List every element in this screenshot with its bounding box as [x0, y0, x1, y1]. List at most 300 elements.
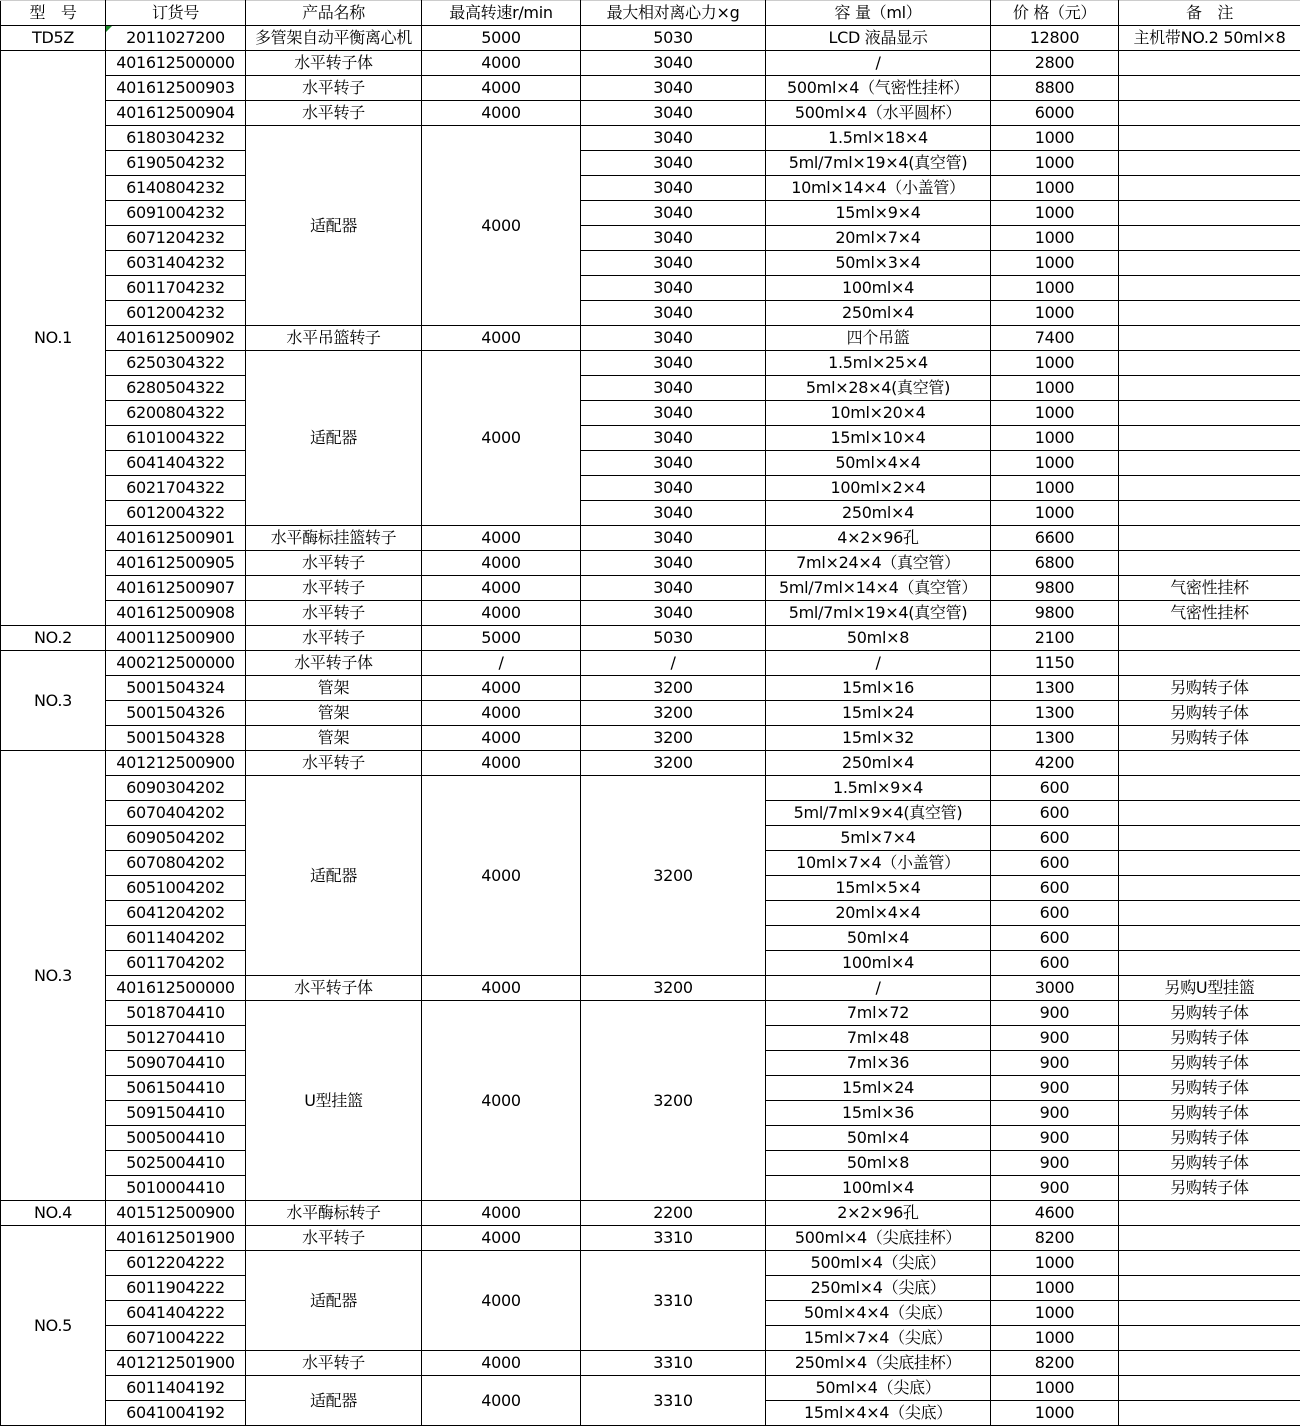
cell-max-speed[interactable] [422, 551, 581, 576]
cell-remarks[interactable] [1119, 51, 1300, 76]
cell-order-number[interactable] [106, 1351, 246, 1376]
cell-product-name[interactable] [246, 326, 422, 351]
cell-capacity[interactable] [766, 876, 991, 901]
cell-max-rcf[interactable] [581, 301, 766, 326]
cell-product-name[interactable] [246, 776, 422, 976]
cell-price[interactable] [991, 801, 1119, 826]
cell-price[interactable] [991, 251, 1119, 276]
cell-remarks[interactable] [1119, 1076, 1300, 1101]
cell-order-number[interactable] [106, 676, 246, 701]
cell-capacity[interactable] [766, 1026, 991, 1051]
cell-product-name[interactable] [246, 651, 422, 676]
cell-price[interactable] [991, 426, 1119, 451]
cell-max-speed[interactable] [422, 1201, 581, 1226]
cell-capacity[interactable] [766, 951, 991, 976]
cell-price[interactable] [991, 101, 1119, 126]
cell-max-rcf[interactable] [581, 1001, 766, 1201]
cell-max-speed[interactable] [422, 576, 581, 601]
cell-max-rcf[interactable] [581, 551, 766, 576]
cell-remarks[interactable] [1119, 701, 1300, 726]
cell-remarks[interactable] [1119, 526, 1300, 551]
cell-max-rcf[interactable] [581, 651, 766, 676]
cell-price[interactable] [991, 1201, 1119, 1226]
cell-capacity[interactable] [766, 701, 991, 726]
cell-capacity[interactable] [766, 1201, 991, 1226]
cell-remarks[interactable] [1119, 776, 1300, 801]
cell-remarks[interactable] [1119, 1176, 1300, 1201]
cell-product-name[interactable] [246, 51, 422, 76]
cell-capacity[interactable] [766, 651, 991, 676]
cell-max-speed[interactable] [422, 101, 581, 126]
cell-order-number[interactable] [106, 976, 246, 1001]
cell-order-number[interactable] [106, 26, 246, 51]
cell-remarks[interactable] [1119, 726, 1300, 751]
cell-max-speed[interactable] [422, 776, 581, 976]
cell-price[interactable] [991, 476, 1119, 501]
cell-order-number[interactable] [106, 226, 246, 251]
cell-price[interactable] [991, 951, 1119, 976]
cell-remarks[interactable] [1119, 1151, 1300, 1176]
cell-remarks[interactable] [1119, 251, 1300, 276]
cell-max-speed[interactable] [422, 1226, 581, 1251]
cell-price[interactable] [991, 1351, 1119, 1376]
cell-price[interactable] [991, 601, 1119, 626]
cell-remarks[interactable] [1119, 951, 1300, 976]
cell-product-name[interactable] [246, 1251, 422, 1351]
cell-max-speed[interactable] [422, 526, 581, 551]
cell-remarks[interactable] [1119, 1026, 1300, 1051]
cell-price[interactable] [991, 276, 1119, 301]
cell-max-speed[interactable] [422, 1376, 581, 1426]
cell-product-name[interactable] [246, 1201, 422, 1226]
cell-remarks[interactable] [1119, 651, 1300, 676]
cell-max-speed[interactable] [422, 601, 581, 626]
cell-max-rcf[interactable] [581, 426, 766, 451]
cell-price[interactable] [991, 1326, 1119, 1351]
cell-max-rcf[interactable] [581, 201, 766, 226]
cell-order-number[interactable] [106, 76, 246, 101]
cell-max-speed[interactable] [422, 976, 581, 1001]
cell-capacity[interactable] [766, 201, 991, 226]
cell-remarks[interactable] [1119, 751, 1300, 776]
cell-capacity[interactable] [766, 1101, 991, 1126]
cell-max-speed[interactable] [422, 651, 581, 676]
cell-remarks[interactable] [1119, 901, 1300, 926]
cell-order-number[interactable] [106, 501, 246, 526]
cell-max-rcf[interactable] [581, 376, 766, 401]
cell-remarks[interactable] [1119, 351, 1300, 376]
cell-product-name[interactable] [246, 76, 422, 101]
cell-capacity[interactable] [766, 176, 991, 201]
cell-remarks[interactable] [1119, 576, 1300, 601]
cell-capacity[interactable] [766, 126, 991, 151]
header-max-speed[interactable]: 最高转速r/min [422, 1, 581, 26]
cell-max-rcf[interactable] [581, 226, 766, 251]
cell-capacity[interactable] [766, 1001, 991, 1026]
cell-max-rcf[interactable] [581, 626, 766, 651]
cell-capacity[interactable] [766, 326, 991, 351]
cell-remarks[interactable] [1119, 601, 1300, 626]
cell-max-rcf[interactable] [581, 501, 766, 526]
cell-order-number[interactable] [106, 151, 246, 176]
cell-remarks[interactable] [1119, 276, 1300, 301]
cell-max-speed[interactable] [422, 126, 581, 326]
cell-order-number[interactable] [106, 1401, 246, 1426]
cell-order-number[interactable] [106, 376, 246, 401]
cell-price[interactable] [991, 326, 1119, 351]
cell-model[interactable] [1, 1226, 106, 1426]
cell-max-rcf[interactable] [581, 576, 766, 601]
cell-capacity[interactable] [766, 551, 991, 576]
cell-order-number[interactable] [106, 351, 246, 376]
cell-max-rcf[interactable] [581, 1201, 766, 1226]
cell-capacity[interactable] [766, 51, 991, 76]
cell-model[interactable] [1, 651, 106, 751]
cell-price[interactable] [991, 826, 1119, 851]
cell-max-rcf[interactable] [581, 476, 766, 501]
cell-max-rcf[interactable] [581, 326, 766, 351]
cell-remarks[interactable] [1119, 676, 1300, 701]
cell-order-number[interactable] [106, 951, 246, 976]
cell-max-rcf[interactable] [581, 1251, 766, 1351]
cell-price[interactable] [991, 401, 1119, 426]
cell-remarks[interactable] [1119, 1126, 1300, 1151]
cell-order-number[interactable] [106, 601, 246, 626]
cell-order-number[interactable] [106, 301, 246, 326]
cell-price[interactable] [991, 376, 1119, 401]
cell-max-rcf[interactable] [581, 151, 766, 176]
cell-max-rcf[interactable] [581, 401, 766, 426]
cell-remarks[interactable] [1119, 401, 1300, 426]
cell-max-rcf[interactable] [581, 26, 766, 51]
cell-remarks[interactable] [1119, 151, 1300, 176]
cell-max-rcf[interactable] [581, 1376, 766, 1426]
cell-capacity[interactable] [766, 826, 991, 851]
cell-price[interactable] [991, 576, 1119, 601]
cell-capacity[interactable] [766, 1276, 991, 1301]
cell-price[interactable] [991, 1126, 1119, 1151]
cell-max-speed[interactable] [422, 751, 581, 776]
cell-product-name[interactable] [246, 726, 422, 751]
cell-price[interactable] [991, 1151, 1119, 1176]
cell-order-number[interactable] [106, 726, 246, 751]
cell-order-number[interactable] [106, 701, 246, 726]
cell-price[interactable] [991, 1001, 1119, 1026]
cell-remarks[interactable] [1119, 426, 1300, 451]
cell-product-name[interactable] [246, 1376, 422, 1426]
cell-capacity[interactable] [766, 726, 991, 751]
cell-product-name[interactable] [246, 626, 422, 651]
cell-price[interactable] [991, 301, 1119, 326]
cell-price[interactable] [991, 351, 1119, 376]
cell-capacity[interactable] [766, 251, 991, 276]
cell-order-number[interactable] [106, 626, 246, 651]
cell-order-number[interactable] [106, 176, 246, 201]
cell-capacity[interactable] [766, 601, 991, 626]
cell-price[interactable] [991, 451, 1119, 476]
cell-price[interactable] [991, 526, 1119, 551]
cell-capacity[interactable] [766, 1126, 991, 1151]
cell-price[interactable] [991, 1176, 1119, 1201]
cell-price[interactable] [991, 151, 1119, 176]
cell-price[interactable] [991, 1376, 1119, 1401]
cell-product-name[interactable] [246, 26, 422, 51]
cell-order-number[interactable] [106, 251, 246, 276]
cell-capacity[interactable] [766, 851, 991, 876]
cell-price[interactable] [991, 776, 1119, 801]
cell-product-name[interactable] [246, 751, 422, 776]
cell-price[interactable] [991, 51, 1119, 76]
cell-max-speed[interactable] [422, 701, 581, 726]
cell-price[interactable] [991, 726, 1119, 751]
cell-remarks[interactable] [1119, 201, 1300, 226]
cell-capacity[interactable] [766, 301, 991, 326]
cell-price[interactable] [991, 176, 1119, 201]
cell-capacity[interactable] [766, 26, 991, 51]
cell-max-speed[interactable] [422, 726, 581, 751]
cell-remarks[interactable] [1119, 501, 1300, 526]
cell-capacity[interactable] [766, 1251, 991, 1276]
cell-remarks[interactable] [1119, 976, 1300, 1001]
cell-remarks[interactable] [1119, 926, 1300, 951]
cell-remarks[interactable] [1119, 1101, 1300, 1126]
cell-order-number[interactable] [106, 801, 246, 826]
cell-price[interactable] [991, 201, 1119, 226]
cell-order-number[interactable] [106, 276, 246, 301]
cell-capacity[interactable] [766, 1351, 991, 1376]
cell-capacity[interactable] [766, 426, 991, 451]
cell-order-number[interactable] [106, 1201, 246, 1226]
cell-remarks[interactable] [1119, 1351, 1300, 1376]
cell-remarks[interactable] [1119, 826, 1300, 851]
cell-price[interactable] [991, 926, 1119, 951]
cell-max-rcf[interactable] [581, 1351, 766, 1376]
cell-remarks[interactable] [1119, 176, 1300, 201]
cell-remarks[interactable] [1119, 376, 1300, 401]
cell-price[interactable] [991, 1251, 1119, 1276]
cell-remarks[interactable] [1119, 126, 1300, 151]
cell-price[interactable] [991, 551, 1119, 576]
cell-max-rcf[interactable] [581, 101, 766, 126]
cell-max-rcf[interactable] [581, 126, 766, 151]
cell-max-rcf[interactable] [581, 451, 766, 476]
cell-price[interactable] [991, 226, 1119, 251]
cell-order-number[interactable] [106, 1276, 246, 1301]
cell-remarks[interactable] [1119, 26, 1300, 51]
cell-price[interactable] [991, 1051, 1119, 1076]
cell-capacity[interactable] [766, 451, 991, 476]
cell-order-number[interactable] [106, 901, 246, 926]
cell-capacity[interactable] [766, 976, 991, 1001]
cell-price[interactable] [991, 751, 1119, 776]
cell-order-number[interactable] [106, 1301, 246, 1326]
cell-capacity[interactable] [766, 1226, 991, 1251]
cell-max-rcf[interactable] [581, 1226, 766, 1251]
cell-order-number[interactable] [106, 826, 246, 851]
cell-max-speed[interactable] [422, 326, 581, 351]
cell-max-speed[interactable] [422, 351, 581, 526]
cell-price[interactable] [991, 1276, 1119, 1301]
cell-order-number[interactable] [106, 926, 246, 951]
cell-remarks[interactable] [1119, 76, 1300, 101]
cell-product-name[interactable] [246, 1001, 422, 1201]
cell-price[interactable] [991, 1226, 1119, 1251]
cell-remarks[interactable] [1119, 101, 1300, 126]
cell-product-name[interactable] [246, 576, 422, 601]
cell-remarks[interactable] [1119, 226, 1300, 251]
cell-order-number[interactable] [106, 1151, 246, 1176]
cell-capacity[interactable] [766, 501, 991, 526]
cell-product-name[interactable] [246, 976, 422, 1001]
cell-capacity[interactable] [766, 901, 991, 926]
cell-price[interactable] [991, 501, 1119, 526]
cell-remarks[interactable] [1119, 301, 1300, 326]
cell-price[interactable] [991, 76, 1119, 101]
cell-price[interactable] [991, 976, 1119, 1001]
cell-max-speed[interactable] [422, 1351, 581, 1376]
cell-remarks[interactable] [1119, 1051, 1300, 1076]
cell-price[interactable] [991, 901, 1119, 926]
cell-order-number[interactable] [106, 651, 246, 676]
cell-capacity[interactable] [766, 801, 991, 826]
cell-capacity[interactable] [766, 1176, 991, 1201]
cell-capacity[interactable] [766, 1401, 991, 1426]
cell-remarks[interactable] [1119, 626, 1300, 651]
cell-capacity[interactable] [766, 351, 991, 376]
cell-remarks[interactable] [1119, 801, 1300, 826]
cell-product-name[interactable] [246, 101, 422, 126]
cell-order-number[interactable] [106, 1001, 246, 1026]
cell-order-number[interactable] [106, 476, 246, 501]
cell-remarks[interactable] [1119, 1201, 1300, 1226]
cell-remarks[interactable] [1119, 1376, 1300, 1401]
cell-order-number[interactable] [106, 426, 246, 451]
cell-capacity[interactable] [766, 101, 991, 126]
cell-order-number[interactable] [106, 1076, 246, 1101]
cell-order-number[interactable] [106, 1126, 246, 1151]
cell-order-number[interactable] [106, 851, 246, 876]
cell-price[interactable] [991, 676, 1119, 701]
cell-order-number[interactable] [106, 101, 246, 126]
cell-capacity[interactable] [766, 926, 991, 951]
cell-order-number[interactable] [106, 326, 246, 351]
cell-product-name[interactable] [246, 601, 422, 626]
cell-capacity[interactable] [766, 576, 991, 601]
cell-capacity[interactable] [766, 151, 991, 176]
cell-order-number[interactable] [106, 1226, 246, 1251]
cell-order-number[interactable] [106, 1376, 246, 1401]
cell-remarks[interactable] [1119, 326, 1300, 351]
cell-max-rcf[interactable] [581, 251, 766, 276]
cell-max-rcf[interactable] [581, 76, 766, 101]
cell-order-number[interactable] [106, 401, 246, 426]
cell-max-rcf[interactable] [581, 776, 766, 976]
cell-capacity[interactable] [766, 476, 991, 501]
cell-price[interactable] [991, 1101, 1119, 1126]
cell-capacity[interactable] [766, 401, 991, 426]
cell-price[interactable] [991, 126, 1119, 151]
cell-max-rcf[interactable] [581, 351, 766, 376]
cell-max-rcf[interactable] [581, 701, 766, 726]
cell-model[interactable] [1, 626, 106, 651]
cell-order-number[interactable] [106, 1251, 246, 1276]
cell-order-number[interactable] [106, 526, 246, 551]
cell-max-speed[interactable] [422, 626, 581, 651]
cell-order-number[interactable] [106, 1026, 246, 1051]
cell-capacity[interactable] [766, 226, 991, 251]
cell-max-rcf[interactable] [581, 276, 766, 301]
header-model[interactable]: 型 号 [1, 1, 106, 26]
cell-order-number[interactable] [106, 776, 246, 801]
cell-capacity[interactable] [766, 1301, 991, 1326]
cell-model[interactable] [1, 51, 106, 626]
cell-capacity[interactable] [766, 751, 991, 776]
cell-product-name[interactable] [246, 526, 422, 551]
cell-max-rcf[interactable] [581, 176, 766, 201]
cell-remarks[interactable] [1119, 851, 1300, 876]
cell-product-name[interactable] [246, 701, 422, 726]
header-price[interactable]: 价 格（元） [991, 1, 1119, 26]
header-capacity[interactable]: 容 量（ml） [766, 1, 991, 26]
cell-capacity[interactable] [766, 1151, 991, 1176]
cell-price[interactable] [991, 851, 1119, 876]
cell-capacity[interactable] [766, 1051, 991, 1076]
cell-product-name[interactable] [246, 676, 422, 701]
cell-max-rcf[interactable] [581, 676, 766, 701]
cell-remarks[interactable] [1119, 1301, 1300, 1326]
cell-price[interactable] [991, 1401, 1119, 1426]
cell-product-name[interactable] [246, 126, 422, 326]
cell-order-number[interactable] [106, 51, 246, 76]
header-max-rcf[interactable]: 最大相对离心力×g [581, 1, 766, 26]
cell-order-number[interactable] [106, 201, 246, 226]
cell-order-number[interactable] [106, 1326, 246, 1351]
cell-capacity[interactable] [766, 376, 991, 401]
cell-remarks[interactable] [1119, 1251, 1300, 1276]
cell-capacity[interactable] [766, 1076, 991, 1101]
cell-price[interactable] [991, 1026, 1119, 1051]
cell-price[interactable] [991, 626, 1119, 651]
cell-capacity[interactable] [766, 776, 991, 801]
header-order-number[interactable]: 订货号 [106, 1, 246, 26]
cell-max-speed[interactable] [422, 76, 581, 101]
cell-remarks[interactable] [1119, 1001, 1300, 1026]
cell-max-rcf[interactable] [581, 526, 766, 551]
cell-order-number[interactable] [106, 751, 246, 776]
cell-capacity[interactable] [766, 526, 991, 551]
cell-product-name[interactable] [246, 1226, 422, 1251]
cell-price[interactable] [991, 876, 1119, 901]
cell-order-number[interactable] [106, 876, 246, 901]
cell-capacity[interactable] [766, 676, 991, 701]
cell-order-number[interactable] [106, 1101, 246, 1126]
cell-remarks[interactable] [1119, 876, 1300, 901]
cell-remarks[interactable] [1119, 1326, 1300, 1351]
cell-product-name[interactable] [246, 551, 422, 576]
cell-price[interactable] [991, 1301, 1119, 1326]
cell-product-name[interactable] [246, 351, 422, 526]
cell-max-rcf[interactable] [581, 601, 766, 626]
cell-max-rcf[interactable] [581, 51, 766, 76]
header-product-name[interactable]: 产品名称 [246, 1, 422, 26]
cell-max-speed[interactable] [422, 1251, 581, 1351]
cell-order-number[interactable] [106, 451, 246, 476]
cell-model[interactable] [1, 751, 106, 1201]
cell-max-rcf[interactable] [581, 726, 766, 751]
cell-price[interactable] [991, 651, 1119, 676]
cell-capacity[interactable] [766, 76, 991, 101]
cell-capacity[interactable] [766, 626, 991, 651]
